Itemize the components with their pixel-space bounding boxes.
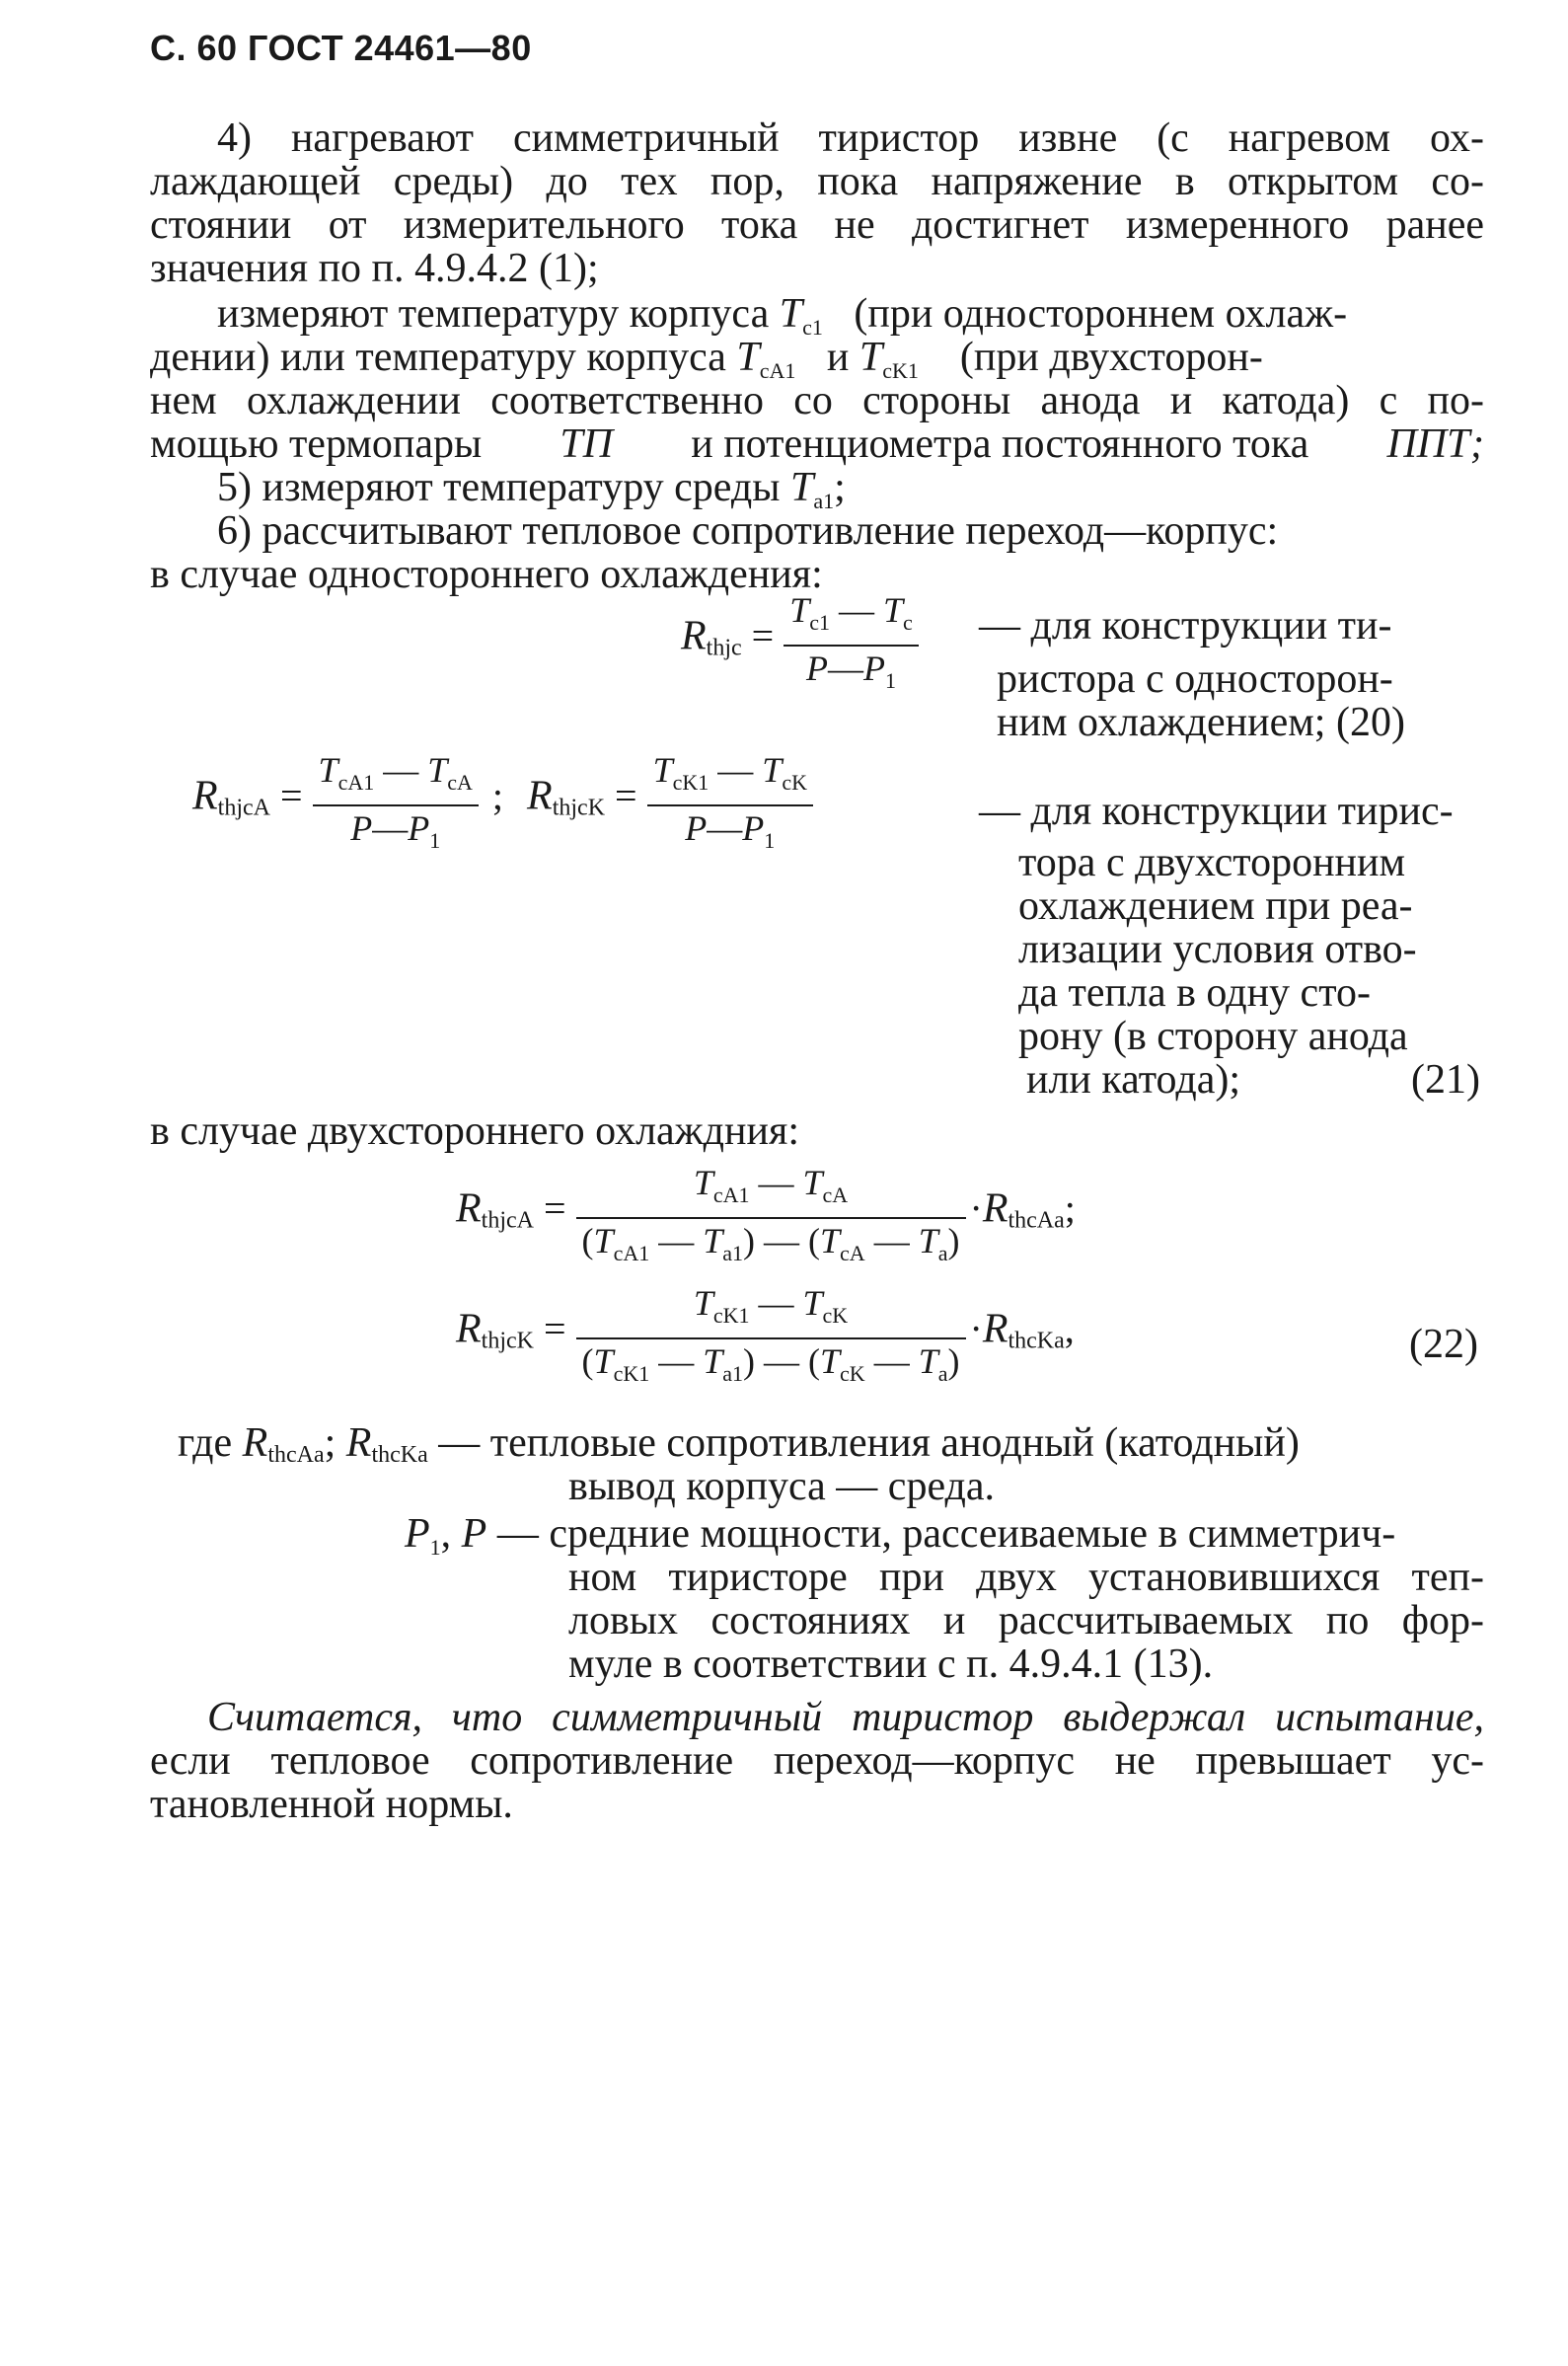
- eq21-desc-2: тора с двухсторонним: [1018, 840, 1406, 885]
- eq20-desc-3: ним охлаждением; (20): [997, 700, 1405, 745]
- eq21-desc-5: да тепла в одну сто-: [1018, 970, 1371, 1016]
- eq21-desc-4: лизации условия отво-: [1018, 927, 1417, 972]
- step-4-paragraph: [150, 116, 1484, 290]
- measure-line-3: [150, 379, 1484, 422]
- step-5: 5) измеряют температуру среды $T_{a1}$;: [217, 465, 846, 513]
- eq21-desc-6: рону (в сторону анода: [1018, 1014, 1408, 1059]
- text: и потенциометра постоянного тока: [691, 421, 1309, 467]
- text-line: ном тиристоре при двух установившихся теп-: [568, 1555, 1484, 1600]
- text: измеряют температуру корпуса: [217, 291, 770, 337]
- equation-22k: RthjcK = $\frac{T_{cK1} — T_{cK}}{(T_{cK1} — T_{a1}) — (T_{cK} — T_a)}$ ·RthcKa,: [456, 1283, 1075, 1386]
- where-line-3: $P_1$, P — средние мощности, рассеиваемые в симметрич-: [405, 1511, 1396, 1560]
- symbol-ta1: $T_{a1}$: [790, 465, 835, 513]
- text: и: [826, 335, 850, 380]
- symbol-tck1: $T_{cK1}$: [859, 335, 919, 383]
- text-line: если тепловое сопротивление переход—корпус не превышает ус-: [150, 1738, 1484, 1784]
- text-line: лаждающей среды) до тех пор, пока напряжение в открытом со-: [150, 159, 1484, 204]
- eq20-desc-2: ристора с односторон-: [997, 656, 1393, 702]
- page-header: С. 60 ГОСТ 24461—80: [150, 28, 532, 68]
- case-two-sided: в случае двухстороннего охлаждния:: [150, 1108, 799, 1154]
- text-line: стоянии от измерительного тока не достигнет измеренного ранее: [150, 202, 1484, 248]
- text: (при одностороннем охлаж-: [854, 291, 1348, 337]
- ppt-label: ППТ;: [1386, 421, 1484, 467]
- text-line: ловых состояниях и рассчитываемых по фор-: [568, 1598, 1484, 1643]
- text: 5) измеряют температуру среды: [217, 465, 781, 510]
- text-line: значения по п. 4.9.4.2 (1);: [150, 246, 599, 291]
- case-one-sided: в случае одностороннего охлаждения:: [150, 552, 823, 597]
- text-line: Считается, что симметричный тиристор выдержал испытание,: [207, 1695, 1484, 1740]
- where-line-2: вывод корпуса — среда.: [568, 1464, 996, 1509]
- eq21-number: (21): [1411, 1057, 1480, 1103]
- equation-21: RthjcA = $\frac{T_{cA1} — T_{cA}}{P—P_1}$ ; RthjcK = $\frac{T_{cK1} — T_{cK}}{P—P_1}$: [192, 750, 813, 861]
- conclusion-paragraph: [150, 1696, 1484, 1826]
- equation-20: Rthjc = $\frac{T_{c1} — T_c}{P—P_1}$: [681, 590, 919, 701]
- measure-line-4: [150, 422, 1484, 466]
- eq21-desc-1: — для конструкции тирис-: [979, 789, 1454, 834]
- text-line: муле в соответствии с п. 4.9.4.1 (13).: [568, 1641, 1214, 1687]
- text: дении) или температуру корпуса: [150, 335, 726, 380]
- text: (при двухсторон-: [959, 335, 1263, 380]
- symbol-tca1: $T_{cA1}$: [736, 335, 796, 383]
- tp-label: ТП: [560, 421, 614, 467]
- eq21-desc-3: охлаждением при реа-: [1018, 883, 1413, 929]
- text: мощью термопары: [150, 421, 483, 467]
- text: — тепловые сопротивления анодный (катодный): [438, 1420, 1300, 1466]
- text-line: тановленной нормы.: [150, 1782, 513, 1827]
- where-line-1: где RthcAa; RthcKa — тепловые сопротивления анодный (катодный): [178, 1420, 1300, 1468]
- eq21-desc-7: или катода);: [1026, 1057, 1240, 1103]
- text-line: 4) нагревают симметричный тиристор извне (с нагревом ох-: [217, 115, 1484, 161]
- where-continuation: [568, 1556, 1484, 1686]
- equation-22a: RthjcA = $\frac{T_{cA1} — T_{cA}}{(T_{cA1} — T_{a1}) — (T_{cA} — T_a)}$ ·RthcAa;: [456, 1163, 1076, 1265]
- text: где: [178, 1420, 233, 1466]
- eq20-desc-1: — для конструкции ти-: [979, 603, 1392, 649]
- text: — средние мощности, рассеиваемые в симметрич-: [496, 1511, 1396, 1557]
- symbol-tc1: $T_{c1}$: [779, 291, 823, 340]
- text-line: нем охлаждении соответственно со стороны анода и катода) с по-: [150, 378, 1484, 423]
- eq22-number: (22): [1409, 1322, 1478, 1367]
- step-6: 6) рассчитывают тепловое сопротивление переход—корпус:: [217, 508, 1279, 554]
